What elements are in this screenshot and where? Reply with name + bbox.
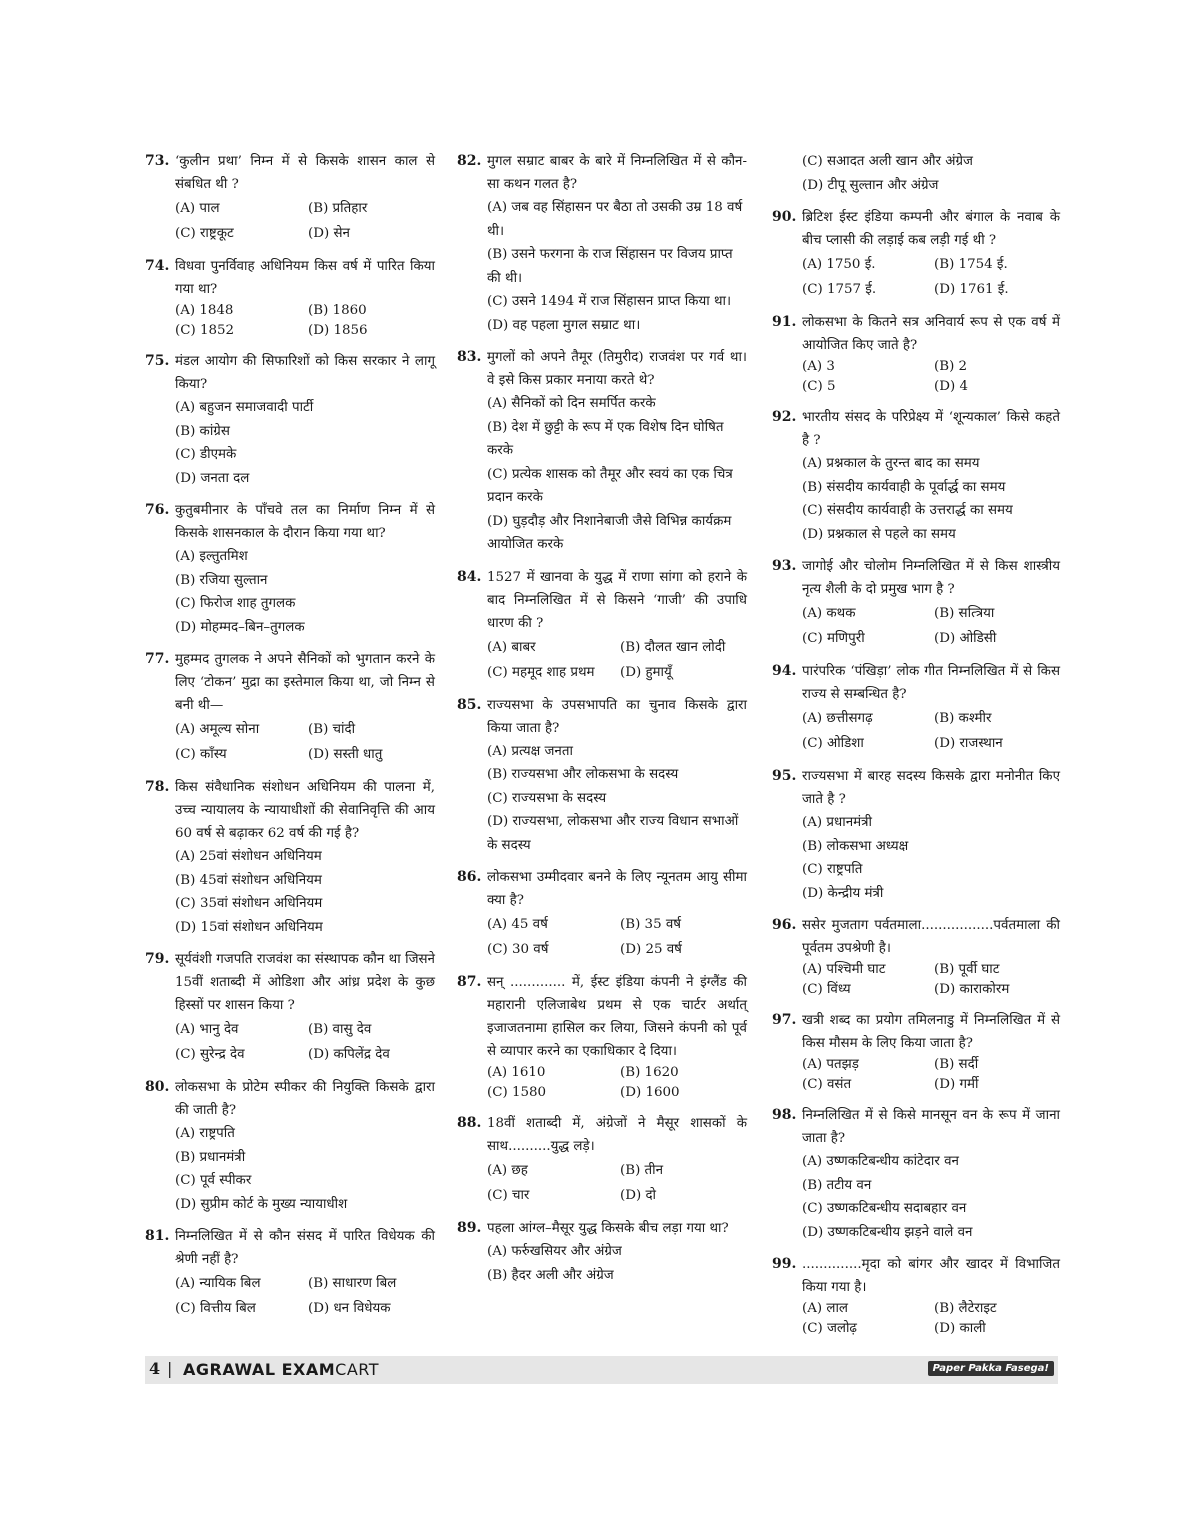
answer-option: (D) गर्मी [934, 1077, 979, 1092]
answer-option: (C) संसदीय कार्यवाही के उत्तरार्द्ध का समय [802, 503, 1013, 518]
question-number: 98. [772, 1107, 797, 1123]
answer-option: (B) संसदीय कार्यवाही के पूर्वार्द्ध का समय [802, 479, 1006, 495]
question-block [145, 255, 435, 341]
answer-option: (C) उसने 1494 में राज सिंहासन प्राप्त किया था। [487, 294, 732, 309]
answer-option: (B) 1860 [308, 303, 367, 318]
answer-option: (C) डीएमके [175, 447, 237, 462]
answer-option: (B) सर्दी [934, 1057, 979, 1072]
answer-option: (A) छह [487, 1163, 528, 1178]
question-header [457, 694, 747, 740]
question-text: पारंपरिक ‘पंखिड़ा’ लोक गीत निम्नलिखित में से किस राज्य से सम्बन्धित है? [802, 664, 1060, 702]
answer-option: (C) 1757 ई. [802, 282, 877, 297]
options-list [772, 1299, 1060, 1339]
answer-option: (C) सआदत अली खान और अंग्रेज [802, 154, 973, 169]
options-list [772, 357, 1060, 397]
question-number: 85. [457, 696, 482, 713]
answer-option: (A) बाबर [487, 639, 536, 655]
answer-option: (D) काली [934, 1321, 986, 1336]
question-number: 81. [145, 1228, 170, 1244]
question-text: किस संवैधानिक संशोधन अधिनियम की पालना में, उच्च न्यायालय के न्यायाधीशों की सेवानिवृत्ति की आय 60 वर्ष से बढ़ाकर 62 वर्ष की गई है? [175, 780, 435, 841]
answer-option: (B) कांग्रेस [175, 423, 230, 439]
question-text: सूर्यवंशी गजपति राजवंश का संस्थापक कौन था जिसने 15वीं शताब्दी में ओडिशा और आंध्र प्रदेश के कुछ हिस्सों पर शासन किया ? [175, 952, 435, 1013]
question-text: 18वीं शताब्दी में, अंग्रेजों ने मैसूर शासकों के साथ..........युद्ध लड़े। [487, 1116, 747, 1154]
options-list [457, 912, 747, 962]
options-list [457, 740, 747, 858]
question-header [145, 948, 435, 1017]
question-text: मुहम्मद तुगलक ने अपने सैनिकों को भुगतान करने के लिए ‘टोकन’ मुद्रा का इस्तेमाल किया था, जो निम्न से बनी थी— [175, 652, 435, 713]
options-list [772, 452, 1060, 546]
question-text: पहला आंग्ल–मैसूर युद्ध किसके बीच लड़ा गया था? [487, 1221, 729, 1236]
options-list [772, 960, 1060, 1000]
question-text: सन् ............. में, ईस्ट इंडिया कंपनी ने इंग्लैंड की महारानी एलिजाबेथ प्रथम से एक चार्टर अर्थात् इजाजतनामा हासिल कर लिया, जिसने कंपनी को पूर्व से व्यापार करने का एकाधिकार दे दिया। [487, 975, 747, 1059]
answer-option: (B) 2 [934, 359, 968, 374]
answer-option: (D) 1761 ई. [934, 282, 1009, 297]
question-number: 80. [145, 1079, 170, 1095]
answer-option: (B) राज्यसभा और लोकसभा के सदस्य [487, 767, 679, 782]
options-list [145, 301, 435, 341]
answer-option: (A) राष्ट्रपति [175, 1126, 235, 1141]
answer-option: (B) 45वां संशोधन अधिनियम [175, 872, 322, 888]
question-block [457, 694, 747, 858]
question-header [772, 555, 1060, 601]
answer-option: (D) केन्द्रीय मंत्री [802, 885, 884, 901]
question-text: लोकसभा उम्मीदवार बनने के लिए न्यूनतम आयु सीमा क्या है? [487, 870, 747, 908]
question-text: खत्री शब्द का प्रयोग तमिलनाडु में निम्नलिखित में से किस मौसम के लिए किया जाता है? [802, 1013, 1060, 1051]
answer-option: (D) राज्यसभा, लोकसभा और राज्य विधान सभाओं के सदस्य [487, 814, 739, 853]
answer-option: (C) 1852 [175, 323, 235, 338]
answer-option: (A) अमूल्य सोना [175, 722, 260, 737]
question-block [145, 350, 435, 490]
options-list [457, 392, 747, 557]
answer-option: (D) उष्णकटिबन्धीय झड़ने वाले वन [802, 1224, 973, 1240]
question-header [772, 765, 1060, 811]
options-list [145, 1122, 435, 1216]
answer-option: (C) प्रत्येक शासक को तैमूर और स्वयं का एक चित्र प्रदान करके [487, 466, 733, 505]
tagline-badge: Paper Pakka Fasega! [928, 1361, 1054, 1376]
question-number: 75. [145, 353, 170, 369]
answer-option: (D) सस्ती धातु [308, 747, 383, 762]
question-block [772, 914, 1060, 1000]
question-block [145, 499, 435, 639]
question-text: ..............मृदा को बांगर और खादर में विभाजित किया गया है। [802, 1257, 1060, 1295]
answer-option: (A) पाल [175, 201, 220, 216]
question-text: भारतीय संसद के परिप्रेक्ष्य में ‘शून्यकाल’ किसे कहते है ? [802, 410, 1060, 448]
answer-option: (A) छत्तीसगढ़ [802, 711, 873, 726]
options-list [772, 252, 1060, 302]
answer-option: (D) हुमायूँ [620, 664, 672, 680]
question-block [457, 566, 747, 685]
answer-option: (D) 4 [934, 379, 968, 394]
answer-option: (C) काँस्य [175, 747, 227, 762]
answer-option: (A) पतझड़ [802, 1057, 859, 1072]
question-block [772, 765, 1060, 905]
question-block [457, 1217, 747, 1287]
answer-option: (A) 3 [802, 359, 835, 374]
answer-option: (B) कश्मीर [934, 711, 992, 726]
answer-option: (C) पूर्व स्पीकर [175, 1173, 252, 1188]
question-block [457, 346, 747, 557]
question-block [772, 1009, 1060, 1095]
question-header [145, 1076, 435, 1122]
answer-option: (B) 35 वर्ष [620, 917, 682, 932]
question-text: ब्रिटिश ईस्ट इंडिया कम्पनी और बंगाल के नवाब के बीच प्लासी की लड़ाई कब लड़ी गई थी ? [802, 210, 1060, 248]
answer-option: (B) हैदर अली और अंग्रेज [487, 1267, 614, 1283]
column-2 [457, 150, 747, 1296]
question-header [772, 660, 1060, 706]
options-list [145, 717, 435, 767]
answer-option: (C) उष्णकटिबन्धीय सदाबहार वन [802, 1201, 967, 1216]
question-number: 78. [145, 779, 170, 795]
answer-option: (C) विंध्य [802, 982, 851, 997]
answer-option: (D) ओडिसी [934, 631, 997, 646]
options-list [145, 1017, 435, 1067]
question-number: 77. [145, 651, 170, 667]
answer-option: (B) दौलत खान लोदी [620, 639, 726, 655]
options-list [145, 196, 435, 246]
answer-option: (C) मणिपुरी [802, 631, 865, 646]
answer-option: (A) न्यायिक बिल [175, 1276, 261, 1291]
question-block [772, 1104, 1060, 1244]
answer-option: (B) लोकसभा अध्यक्ष [802, 838, 909, 854]
question-number: 90. [772, 209, 797, 225]
column-3 [772, 150, 1060, 1348]
question-number: 96. [772, 917, 797, 933]
question-header [145, 255, 435, 301]
options-list [772, 706, 1060, 756]
question-number: 74. [145, 258, 170, 274]
question-page [145, 150, 1060, 1350]
answer-option: (C) राज्यसभा के सदस्य [487, 790, 607, 806]
answer-option: (D) 25 वर्ष [620, 942, 682, 957]
answer-option: (B) 1754 ई. [934, 257, 1008, 272]
question-number: 93. [772, 558, 797, 574]
answer-option: (A) पश्चिमी घाट [802, 962, 886, 977]
question-number: 97. [772, 1012, 797, 1028]
question-block [145, 1225, 435, 1321]
question-number: 88. [457, 1115, 482, 1131]
answer-option: (D) जनता दल [175, 470, 250, 486]
answer-option: (B) वासु देव [308, 1022, 372, 1037]
question-header [772, 1009, 1060, 1055]
question-text: जागोई और चोलोम निम्नलिखित में से किस शास्त्रीय नृत्य शैली के दो प्रमुख भाग है ? [802, 559, 1060, 597]
answer-option: (D) कपिलेंद्र देव [308, 1047, 390, 1062]
options-list [145, 845, 435, 939]
answer-option: (B) 1620 [620, 1065, 679, 1080]
page-number: 4 [149, 1359, 161, 1378]
answer-option: (A) 1848 [175, 303, 234, 318]
options-list [772, 601, 1060, 651]
question-header [457, 971, 747, 1063]
answer-option: (A) प्रश्नकाल के तुरन्त बाद का समय [802, 456, 980, 471]
answer-option: (B) सत्त्रिया [934, 606, 995, 621]
question-text: विधवा पुनर्विवाह अधिनियम किस वर्ष में पारित किया गया था? [175, 259, 435, 297]
answer-option: (C) राष्ट्रपति [802, 862, 863, 877]
question-block [772, 555, 1060, 651]
question-block [145, 150, 435, 246]
question-number: 94. [772, 663, 797, 679]
answer-option: (A) कथक [802, 606, 856, 621]
options-list [772, 150, 1060, 197]
answer-option: (B) देश में छुट्टी के रूप में एक विशेष दिन घोषित करके [487, 419, 724, 458]
answer-option: (D) दो [620, 1188, 657, 1203]
options-list [457, 1240, 747, 1287]
question-header [772, 1104, 1060, 1150]
question-block [145, 948, 435, 1067]
question-header [772, 206, 1060, 252]
answer-option: (B) लैटेराइट [934, 1301, 997, 1316]
answer-option: (B) साधारण बिल [308, 1276, 397, 1291]
question-number: 95. [772, 768, 797, 784]
column-1 [145, 150, 435, 1330]
answer-option: (A) प्रधानमंत्री [802, 815, 872, 830]
answer-option: (D) 1600 [620, 1085, 680, 1100]
question-number: 84. [457, 568, 482, 585]
answer-option: (C) फिरोज शाह तुगलक [175, 596, 296, 611]
question-text: मुगल सम्राट बाबर के बारे में निम्नलिखित में से कौन-सा कथन गलत है? [487, 154, 747, 192]
question-text: ‘कुलीन प्रथा’ निम्न में से किसके शासन काल से संबधित थी ? [175, 154, 435, 192]
answer-option: (D) मोहम्मद–बिन–तुगलक [175, 619, 305, 635]
brand-bold: AGRAWAL EXAM [183, 1360, 336, 1379]
question-header [772, 311, 1060, 357]
answer-option: (D) वह पहला मुगल सम्राट था। [487, 317, 641, 333]
answer-option: (C) जलोढ़ [802, 1321, 857, 1336]
question-block [145, 776, 435, 939]
question-text: मंडल आयोग की सिफारिशों को किस सरकार ने लागू किया? [175, 354, 435, 392]
options-list [772, 811, 1060, 905]
question-header [145, 1225, 435, 1271]
answer-option: (A) 1610 [487, 1065, 546, 1080]
answer-option: (A) फर्रुखसियर और अंग्रेज [487, 1244, 622, 1259]
question-header [772, 914, 1060, 960]
question-block [145, 648, 435, 767]
question-number: 91. [772, 314, 797, 330]
question-number: 89. [457, 1220, 482, 1236]
question-block [772, 660, 1060, 756]
question-number: 73. [145, 153, 170, 169]
question-header [457, 866, 747, 912]
answer-option: (D) 1856 [308, 323, 368, 338]
answer-option: (C) ओडिशा [802, 736, 864, 751]
page-footer [145, 1356, 1058, 1384]
question-block [457, 971, 747, 1103]
answer-option: (C) 35वां संशोधन अधिनियम [175, 896, 323, 911]
options-list [145, 1271, 435, 1321]
answer-option: (C) 30 वर्ष [487, 942, 549, 957]
question-header [457, 346, 747, 392]
options-list [145, 396, 435, 490]
options-list [457, 196, 747, 337]
answer-option: (A) सैनिकों को दिन समर्पित करके [487, 396, 656, 411]
answer-option: (A) 25वां संशोधन अधिनियम [175, 849, 322, 864]
question-number: 99. [772, 1256, 797, 1272]
question-block [772, 150, 1060, 197]
answer-option: (A) प्रत्यक्ष जनता [487, 743, 573, 759]
question-header [457, 1217, 747, 1240]
question-header [145, 776, 435, 845]
answer-option: (B) उसने फरगना के राज सिंहासन पर विजय प्राप्त की थी। [487, 247, 733, 286]
answer-option: (D) प्रश्नकाल से पहले का समय [802, 526, 956, 542]
answer-option: (C) वित्तीय बिल [175, 1301, 256, 1316]
answer-option: (C) 1580 [487, 1085, 547, 1100]
options-list [457, 635, 747, 685]
question-text: राज्यसभा के उपसभापति का चुनाव किसके द्वारा किया जाता है? [487, 697, 747, 736]
answer-option: (B) तटीय वन [802, 1177, 872, 1193]
question-text: निम्नलिखित में से कौन संसद में पारित विधेयक की श्रेणी नहीं है? [175, 1229, 435, 1267]
answer-option: (C) राष्ट्रकूट [175, 226, 234, 241]
question-number: 83. [457, 349, 482, 365]
question-block [457, 1112, 747, 1208]
question-text: ससेर मुजताग पर्वतमाला.................पर्वतमाला की पूर्वतम उपश्रेणी है। [802, 918, 1060, 956]
answer-option: (D) सुप्रीम कोर्ट के मुख्य न्यायाधीश [175, 1196, 348, 1212]
answer-option: (B) प्रतिहार [308, 201, 368, 216]
answer-option: (B) रजिया सुल्तान [175, 572, 268, 588]
question-header [772, 406, 1060, 452]
answer-option: (D) घुड़दौड़ और निशानेबाजी जैसे विभिन्न कार्यक्रम आयोजित करके [487, 513, 732, 552]
question-block [145, 1076, 435, 1216]
options-list [457, 1063, 747, 1103]
answer-option: (A) 1750 ई. [802, 257, 876, 272]
answer-option: (A) लाल [802, 1301, 849, 1316]
options-list [145, 545, 435, 639]
question-number: 87. [457, 974, 482, 990]
options-list [772, 1150, 1060, 1244]
answer-option: (B) पूर्वी घाट [934, 962, 1000, 977]
answer-option: (A) उष्णकटिबन्धीय कांटेदार वन [802, 1154, 959, 1169]
answer-option: (D) टीपू सुल्तान और अंग्रेज [802, 177, 939, 193]
question-text: कुतुबमीनार के पाँचवे तल का निर्माण निम्न में से किसके शासनकाल के दौरान किया गया था? [175, 503, 435, 541]
answer-option: (C) चार [487, 1188, 530, 1203]
answer-option: (C) 5 [802, 379, 836, 394]
question-number: 86. [457, 869, 482, 885]
question-header [457, 150, 747, 196]
question-header [145, 648, 435, 717]
answer-option: (D) धन विधेयक [308, 1301, 391, 1316]
question-number: 82. [457, 153, 482, 169]
answer-option: (D) सेन [308, 226, 350, 241]
answer-option: (A) 45 वर्ष [487, 917, 548, 932]
question-header [772, 1253, 1060, 1299]
answer-option: (B) तीन [620, 1163, 664, 1178]
question-block [457, 866, 747, 962]
question-header [145, 150, 435, 196]
answer-option: (A) बहुजन समाजवादी पार्टी [175, 400, 314, 415]
question-text: निम्नलिखित में से किसे मानसून वन के रूप में जाना जाता है? [802, 1108, 1060, 1146]
answer-option: (D) 15वां संशोधन अधिनियम [175, 919, 323, 935]
question-text: राज्यसभा में बारह सदस्य किसके द्वारा मनोनीत किए जाते है ? [802, 769, 1060, 807]
footer-separator: | [167, 1359, 173, 1378]
question-header [145, 350, 435, 396]
question-number: 76. [145, 502, 170, 518]
options-list [457, 1158, 747, 1208]
question-number: 79. [145, 951, 170, 967]
question-block [772, 406, 1060, 546]
question-block [772, 311, 1060, 397]
question-number: 92. [772, 409, 797, 425]
question-text: मुगलों को अपने तैमूर (तिमुरीद) राजवंश पर गर्व था। वे इसे किस प्रकार मनाया करते थे? [487, 350, 747, 388]
question-header [145, 499, 435, 545]
question-header [457, 566, 747, 635]
question-block [772, 1253, 1060, 1339]
options-list [772, 1055, 1060, 1095]
answer-option: (B) प्रधानमंत्री [175, 1149, 246, 1165]
answer-option: (C) वसंत [802, 1077, 852, 1092]
answer-option: (B) चांदी [308, 722, 356, 737]
question-block [772, 206, 1060, 302]
question-text: लोकसभा के कितने सत्र अनिवार्य रूप से एक वर्ष में आयोजित किए जाते है? [802, 315, 1060, 353]
question-header [457, 1112, 747, 1158]
answer-option: (D) काराकोरम [934, 982, 1010, 997]
answer-option: (D) राजस्थान [934, 736, 1003, 751]
question-text: 1527 में खानवा के युद्ध में राणा सांगा को हराने के बाद निम्नलिखित में से किसने ‘गाजी’ की उपाधि धारण की ? [487, 569, 747, 631]
question-block [457, 150, 747, 337]
brand-logo [183, 1360, 379, 1379]
question-text: लोकसभा के प्रोटेम स्पीकर की नियुक्ति किसके द्वारा की जाती है? [175, 1080, 435, 1118]
answer-option: (A) इल्तुतमिश [175, 549, 248, 564]
answer-option: (A) जब वह सिंहासन पर बैठा तो उसकी उम्र 18 वर्ष थी। [487, 200, 743, 239]
brand-regular: CART [335, 1360, 379, 1379]
answer-option: (C) सुरेन्द्र देव [175, 1047, 245, 1062]
answer-option: (A) भानु देव [175, 1022, 239, 1037]
answer-option: (C) महमूद शाह प्रथम [487, 664, 595, 680]
